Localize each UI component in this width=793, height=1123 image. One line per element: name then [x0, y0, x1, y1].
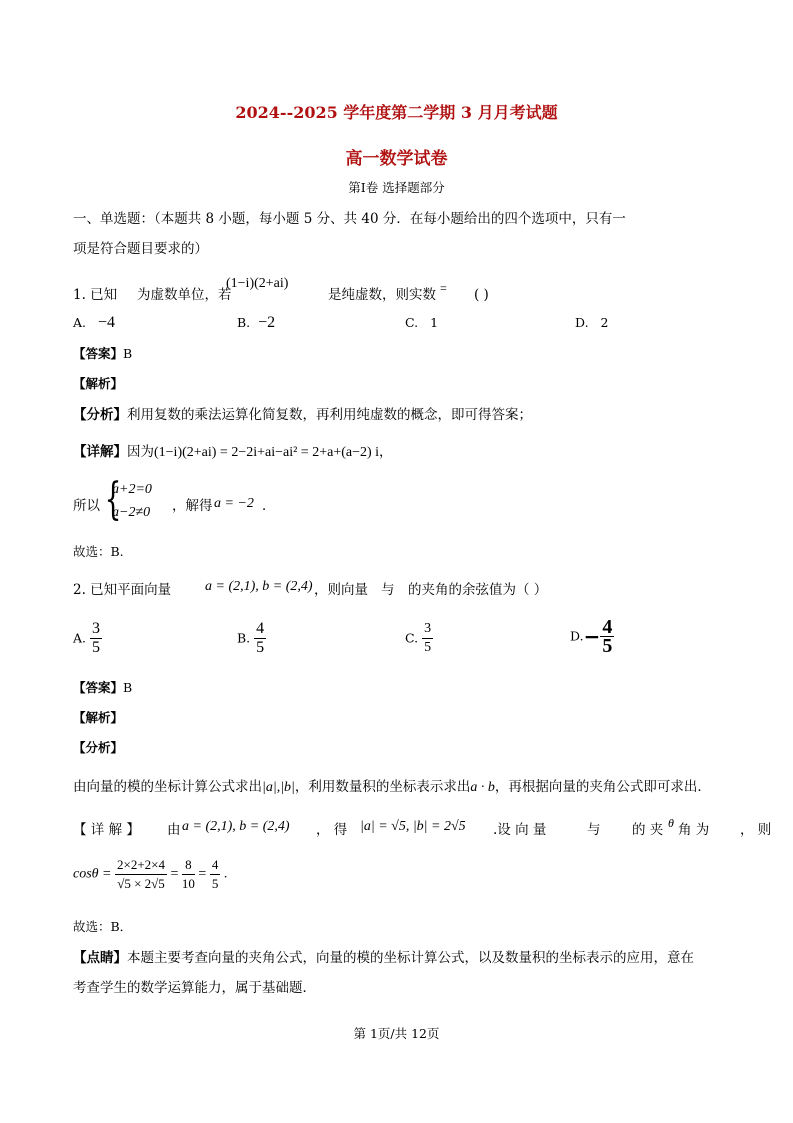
q2-option-d-fraction: [600, 618, 614, 655]
section-heading: 第Ⅰ卷 选择题部分: [348, 180, 445, 195]
q2-fenxi-pre: 由向量的模的坐标计算公式求出: [73, 779, 262, 795]
q2-option-d-den: 5: [602, 635, 613, 657]
q1-xiangjie-expr: (1−i)(2+ai) = 2−2i+ai−ai² = 2+a+(a−2) i: [154, 445, 380, 460]
q1-option-c-value: 1: [430, 315, 439, 330]
q2-mid: ，则向量: [314, 582, 368, 598]
q2-fenxi-expr1: |a|,|b|: [262, 780, 295, 795]
q1-option-a-label: A.: [73, 315, 87, 330]
part1-intro-line2: 项是符合题目要求的）: [73, 241, 208, 257]
q2-option-b: [237, 620, 266, 657]
q1-xiangjie-end: ，: [379, 444, 393, 460]
q2-cos-res-num: 4: [210, 856, 221, 875]
q2-option-c-label: C.: [405, 630, 419, 646]
q2-answer-value: B: [123, 680, 133, 695]
q1-analysis-tag: 【解析】: [73, 376, 124, 391]
q2-cos-fraction-3: [210, 856, 221, 893]
q1-option-d-label: D.: [575, 315, 589, 330]
q2-xj-rest3: 的 夹: [632, 822, 664, 838]
q2-cos-fraction-1: [115, 856, 167, 893]
q1-option-d-value: 2: [600, 315, 609, 330]
q2-choose: 故选：B．: [73, 919, 133, 934]
q2-cos-res-den: 5: [211, 876, 219, 891]
q2-fenxi-expr2: a · b: [470, 780, 495, 795]
q2-cos-num: 2×2+2×4: [115, 856, 167, 875]
q2-option-c: [405, 620, 433, 657]
q2-option-c-den: 5: [424, 640, 432, 655]
q2-option-b-label: B.: [237, 630, 251, 646]
q2-option-c-num: 3: [422, 620, 433, 639]
exam-subtitle: 高一数学试卷: [345, 149, 448, 169]
q1-option-a: [73, 314, 115, 332]
q2-fenxi-line: [73, 777, 711, 798]
q1-fenxi: [73, 405, 532, 425]
q1-xiangjie-pre: 因为: [127, 444, 154, 460]
q2-answer: [73, 679, 132, 697]
q2-xj-rest1: .设 向 量: [493, 822, 547, 838]
q2-dianjing-text1: 本题主要考查向量的夹角公式，向量的模的坐标计算公式，以及数量积的坐标表示的应用，意在: [127, 950, 694, 966]
q1-option-c-label: C.: [405, 315, 419, 330]
q1-option-c: [405, 314, 438, 332]
q2-analysis-tag: 【解析】: [73, 710, 124, 725]
q2-option-c-fraction: [422, 620, 433, 657]
q2-option-a-fraction: [90, 620, 102, 657]
q2-with: 与: [381, 582, 395, 598]
q2-answer-tag: 【答案】: [73, 680, 124, 695]
q2-option-a-label: A.: [73, 630, 87, 646]
q1-eq: =: [440, 281, 447, 295]
q2-option-d-num: 4: [602, 616, 613, 638]
q2-xj-rest4: 角 为: [678, 822, 710, 838]
q2-cos-den: √5 × 2√5: [117, 876, 165, 891]
q2-xj-theta: θ: [668, 816, 674, 830]
q2-xj-rest5: ， 则: [740, 822, 772, 838]
q2-xj-expr2: |a| = √5, |b| = 2√5: [360, 819, 466, 834]
q1-mid: 为虚数单位，若: [137, 287, 232, 303]
q2-xj-expr1: a = (2,1), b = (2,4): [182, 819, 290, 834]
q2-dianjing-line1: [73, 948, 694, 968]
q2-cos-mid-num: 8: [182, 856, 195, 875]
q2-xiangjie-tag: 【 详 解 】: [73, 822, 140, 838]
q2-option-a-num: 3: [92, 620, 100, 637]
q1-expression: (1−i)(2+ai): [226, 276, 289, 291]
q1-system-line1: a+2=0: [112, 482, 152, 497]
q2-expression: a = (2,1), b = (2,4): [205, 579, 313, 594]
q1-answer-value: B: [123, 346, 133, 361]
q2-option-d-sign: −: [583, 624, 601, 649]
q1-so-expr: a = −2: [214, 496, 254, 511]
q1-prefix: 1. 已知: [73, 287, 118, 303]
q2-option-d-label: D.: [570, 628, 584, 644]
q1-option-d: [575, 314, 609, 332]
q2-dianjing-line2: 考查学生的数学运算能力，属于基础题．: [73, 980, 316, 996]
q2-cos-lhs: cosθ =: [73, 866, 112, 882]
q1-so-pre: 所以: [73, 498, 100, 514]
q2-option-b-den: 5: [256, 639, 265, 656]
q2-option-a: [73, 620, 102, 657]
q2-option-b-fraction: [254, 620, 266, 657]
q1-so-end: ．: [262, 498, 276, 514]
q1-answer-tag: 【答案】: [73, 346, 124, 361]
q2-cos-formula: cosθ = $\frac{2\times 2+2\times 4}{√5 \times 2√5}$ = $\frac{8}{10}$ = $\frac{4}{5}$ .: [73, 857, 228, 891]
q1-fenxi-tag: 【分析】: [73, 407, 127, 423]
q2-xj-de: ， 得: [316, 822, 348, 838]
q1-fenxi-text: 利用复数的乘法运算化简复数，再利用纯虚数的概念，即可得答案；: [127, 407, 532, 423]
q2-option-a-den: 5: [92, 639, 100, 656]
system-brace: {: [104, 474, 122, 525]
q2-fenxi-mid: ，利用数量积的坐标表示求出: [294, 779, 471, 795]
q2-option-b-num: 4: [256, 620, 265, 637]
q2-xj-you: 由: [167, 822, 181, 838]
q1-choose: 故选：B.: [73, 544, 124, 559]
q1-system-line2: a−2≠0: [112, 505, 151, 520]
q2-dianjing-tag: 【点睛】: [73, 950, 127, 966]
q1-xiangjie: [73, 442, 393, 463]
q2-fenxi-end: ，再根据向量的夹角公式即可求出．: [494, 779, 711, 795]
q1-option-b: [237, 314, 275, 332]
page-number: 第 1页/共 12页: [353, 1026, 440, 1041]
q1-suffix: 是纯虚数，则实数: [328, 287, 436, 303]
q1-option-b-label: B.: [237, 315, 251, 330]
q1-option-a-value: −4: [98, 314, 116, 331]
q1-xiangjie-tag: 【详解】: [73, 444, 127, 460]
q2-prefix: 2. 已知平面向量: [73, 582, 172, 598]
q2-fenxi-tag: 【分析】: [73, 740, 124, 755]
q2-xj-rest2: 与: [587, 822, 601, 838]
part1-intro-line1: 一、单选题：（本题共 8 小题，每小题 5 分、共 40 分．在每小题给出的四个选项中，只有一: [73, 211, 626, 227]
q2-cos-mid-den: 10: [181, 876, 195, 891]
exam-title: 2024--2025 学年度第二学期 3 月月考试题: [235, 103, 558, 122]
q2-option-d: [570, 618, 614, 655]
q1-paren: ( ): [474, 287, 489, 303]
q1-option-b-value: −2: [258, 314, 276, 331]
q1-answer: [73, 345, 132, 363]
q1-so-mid: ，解得: [172, 498, 213, 514]
q2-cos-fraction-2: [182, 856, 195, 893]
q2-suffix: 的夹角的余弦值为（ ）: [408, 582, 548, 598]
